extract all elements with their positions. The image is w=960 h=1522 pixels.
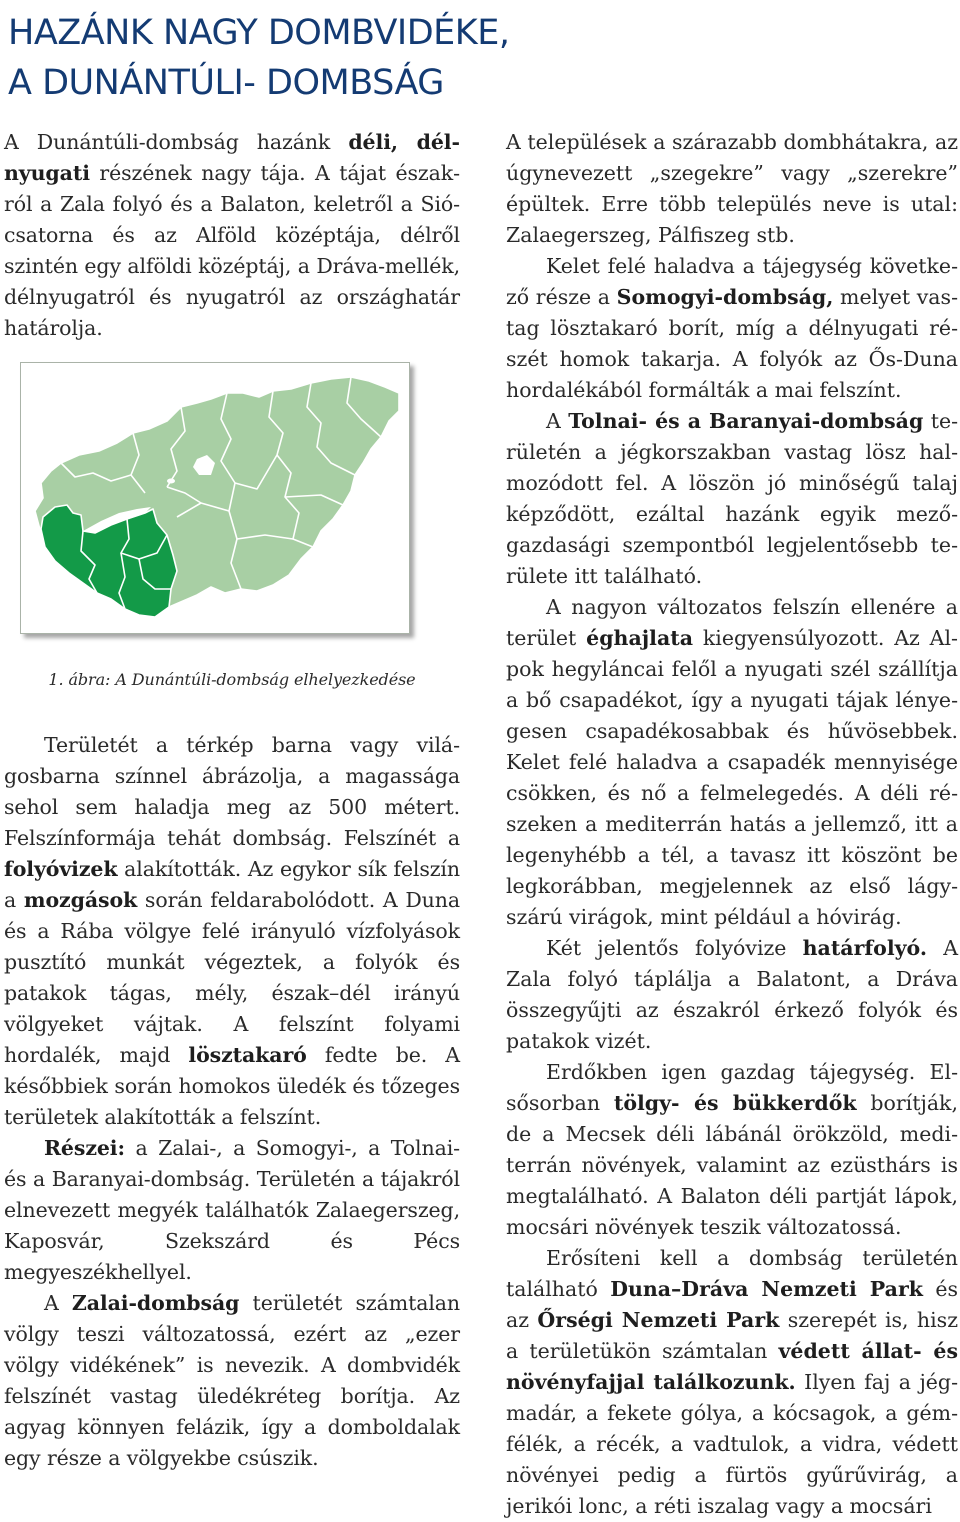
right-paragraph-7: Erősíteni kell a dombság területén található Duna–Dráva Nemzeti Park és az Őrségi Nemzeti Park szerepét is, hisz a területükön számtalan védett állat- és növényfajjal találkozunk. Ilyen faj a jégmadár, a fekete gólya, a kócsagok, a gémfélék, a récék, a vadtulok, a vidra, védett növényei pedig a fürtös gyűrűvirág, a jerikói lonc, a réti iszalag vagy a mocsári bbox=[506, 1246, 958, 1518]
map-figure bbox=[4, 362, 460, 652]
right-paragraph-3: A Tolnai- és a Baranyai-dombság területén a jégkorszakban vastag lösz halmozódott fel. A löszön jó minőségű talaj képződött, ezáltal hazánk egyik mezőgazdasági szempontból legjelentősebb területe itt található. bbox=[506, 409, 959, 588]
page-title bbox=[8, 8, 708, 108]
right-paragraph-4: A nagyon változatos felszín ellenére a terület éghajlata kiegyensúlyozott. Az Alpok hegyláncai felől a nyugati szél szállítja a bő csapadékot, így a nyugati tájak lényegesen csapadékosabbak és hűvösebbek. Kelet felé haladva a csapadék mennyisége csökken, és nő a felmelegedés. A déli részeken a mediterrán hatás a jellemző, itt a legenyhébb a tél, a tavasz itt köszönt be legkorábban, megjelennek az első lágyszárú virágok, mint például a hóvirág. bbox=[506, 595, 958, 929]
left-column bbox=[4, 127, 460, 1474]
hungary-map-svg bbox=[21, 363, 409, 633]
right-paragraph-1: A települések a szárazabb dombhátakra, az úgynevezett „szegekre” vagy „szerekre” épültek. Erre több település neve is utal: Zalaegerszeg, Pálfiszeg stb. bbox=[506, 130, 958, 247]
intro-paragraph: A Dunántúli-dombság hazánk déli, délnyugati részének nagy tája. A tájat északról a Zala folyó és a Balaton, keletről a Sió-csatorna és az Alföld középtája, délről szintén egy alföldi középtáj, a Dráva-mellék, délnyugatról és nyugatról az országhatár határolja. bbox=[4, 130, 460, 340]
right-paragraph-5: Két jelentős folyóvize határfolyó. A Zala folyó táplálja a Balatont, a Dráva összegyűjti az északról érkező folyók és patakok vizét. bbox=[506, 936, 958, 1053]
right-paragraph-2: Kelet felé haladva a tájegység következő része a Somogyi-dombság, melyet vastag lösztakaró borít, míg a délnyugati részét homok takarja. A folyók az Ős-Duna hordalékából formálták a mai felszínt. bbox=[506, 254, 958, 402]
hungary-map bbox=[20, 362, 410, 634]
left-paragraph-2: Területét a térkép barna vagy világosbarna színnel ábrázolja, a magassága sehol sem haladja meg az 500 métert. Felszínformája tehát dombság. Felszínét a folyóvizek alakították. Az egykor sík felszín a mozgások során feldarabolódott. A Duna és a Rába völgye felé irányuló vízfolyások pusztító munkát végeztek, a folyók és patakok tágas, mély, észak–dél irányú völgyeket vájtak. A felszínt folyami hordalék, majd lösztakaró fedte be. A későbbiek során homokos üledék és tőzeges területek alakították a felszínt. bbox=[4, 733, 460, 1129]
left-paragraph-3: Részei: a Zalai-, a Somogyi-, a Tolnai- és a Baranyai-dombság. Területén a tájakról elnevezett megyék találhatók Zalaegerszeg, Kaposvár, Szekszárd és Pécs megyeszékhellyel. bbox=[4, 1136, 460, 1284]
lake-velence bbox=[167, 479, 175, 484]
right-column bbox=[506, 127, 958, 1522]
figure-caption: 1. ábra: A Dunántúli-dombság elhelyezkedése bbox=[48, 670, 416, 689]
right-paragraph-6: Erdőkben igen gazdag tájegység. Elsősorban tölgy- és bükkerdők borítják, de a Mecsek déli lábánál örökzöld, mediterrán növények, valamint az ezüsthárs is megtalálható. A Balaton déli partját lápok, mocsári növények teszik változatossá. bbox=[506, 1060, 958, 1239]
title-line-1: HAZÁNK NAGY DOMBVIDÉKE, bbox=[8, 13, 510, 53]
left-paragraph-4: A Zalai-dombság területét számtalan völgy teszi változatossá, ezért az „ezer völgy vidékének” is nevezik. A dombvidék felszínét vastag üledékréteg borítja. Az agyag könnyen felázik, így a domboldalak egy része a völgyekbe csúszik. bbox=[4, 1291, 461, 1470]
title-line-2: A DUNÁNTÚLI- DOMBSÁG bbox=[8, 63, 444, 103]
